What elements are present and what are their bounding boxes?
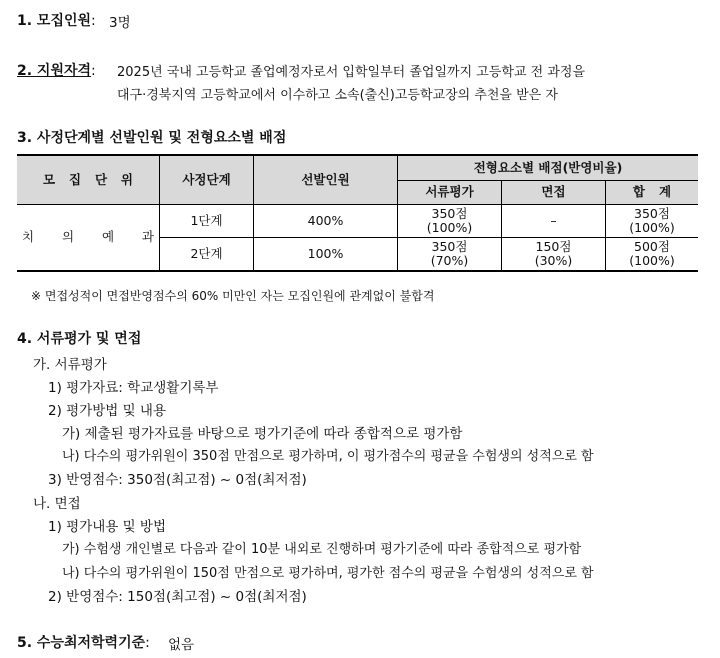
- row2-count: 100%: [254, 237, 398, 271]
- ga-item-3: 3) 반영점수: 350점(최고점) ~ 0점(최저점): [48, 472, 307, 488]
- header-group: 전형요소별 배점(반영비율): [398, 155, 699, 180]
- header-doc: 서류평가: [398, 180, 502, 204]
- section-2-line2: 대구·경북지역 고등학교에서 이수하고 소속(출신)고등학교장의 추천을 받은 자: [117, 88, 558, 103]
- row1-doc: 350점 (100%): [398, 204, 502, 237]
- ga-item-2: 2) 평가방법 및 내용: [48, 403, 167, 419]
- section-5-label: 5. 수능최저학력기준:: [17, 635, 150, 651]
- header-total: 합 계: [606, 180, 699, 204]
- row1-count: 400%: [254, 204, 398, 237]
- unit-cell: 치 의 예 과: [17, 204, 160, 271]
- ga-item-2b: 나) 다수의 평가위원이 350점 만점으로 평가하며, 이 평가점수의 평균을 수험생의 성적으로 함: [62, 449, 594, 464]
- section-4-title: 4. 서류평가 및 면접: [17, 331, 142, 347]
- row1-total: 350점 (100%): [606, 204, 699, 237]
- sub-na: 나. 면접: [33, 496, 81, 512]
- row1-stage: 1단계: [160, 204, 254, 237]
- section-2-line1: 2025년 국내 고등학교 졸업예정자로서 입학일부터 졸업일까지 고등학교 전 과정을: [117, 65, 585, 80]
- ga-item-1: 1) 평가자료: 학교생활기록부: [48, 380, 219, 396]
- header-unit: 모 집 단 위: [17, 155, 160, 204]
- section-3-title: 3. 사정단계별 선발인원 및 전형요소별 배점: [17, 130, 287, 146]
- header-count: 선발인원: [254, 155, 398, 204]
- row2-doc: 350점 (70%): [398, 237, 502, 271]
- section-2-label: 2. 지원자격:: [17, 63, 96, 79]
- header-interview: 면접: [502, 180, 606, 204]
- row2-total: 500점 (100%): [606, 237, 699, 271]
- header-stage: 사정단계: [160, 155, 254, 204]
- row2-stage: 2단계: [160, 237, 254, 271]
- na-item-1b: 나) 다수의 평가위원이 150점 만점으로 평가하며, 평가한 점수의 평균을 수험생의 성적으로 함: [62, 566, 594, 581]
- row2-interview: 150점 (30%): [502, 237, 606, 271]
- sub-ga: 가. 서류평가: [33, 357, 107, 373]
- na-item-1: 1) 평가내용 및 방법: [48, 519, 167, 535]
- na-item-2: 2) 반영점수: 150점(최고점) ~ 0점(최저점): [48, 589, 307, 605]
- ga-item-2a: 가) 제출된 평가자료를 바탕으로 평가기준에 따라 종합적으로 평가함: [62, 426, 463, 442]
- table-note: ※ 면접성적이 면접반영점수의 60% 미만인 자는 모집인원에 관계없이 불합격: [31, 289, 435, 303]
- section-5-value: 없음: [168, 637, 195, 653]
- section-1-value: 3명: [109, 15, 131, 31]
- section-1-label: 1. 모집인원:: [17, 13, 96, 29]
- row1-interview: –: [502, 204, 606, 237]
- selection-table: [17, 154, 698, 272]
- na-item-1a: 가) 수험생 개인별로 다음과 같이 10분 내외로 진행하며 평가기준에 따라 종합적으로 평가함: [62, 542, 582, 557]
